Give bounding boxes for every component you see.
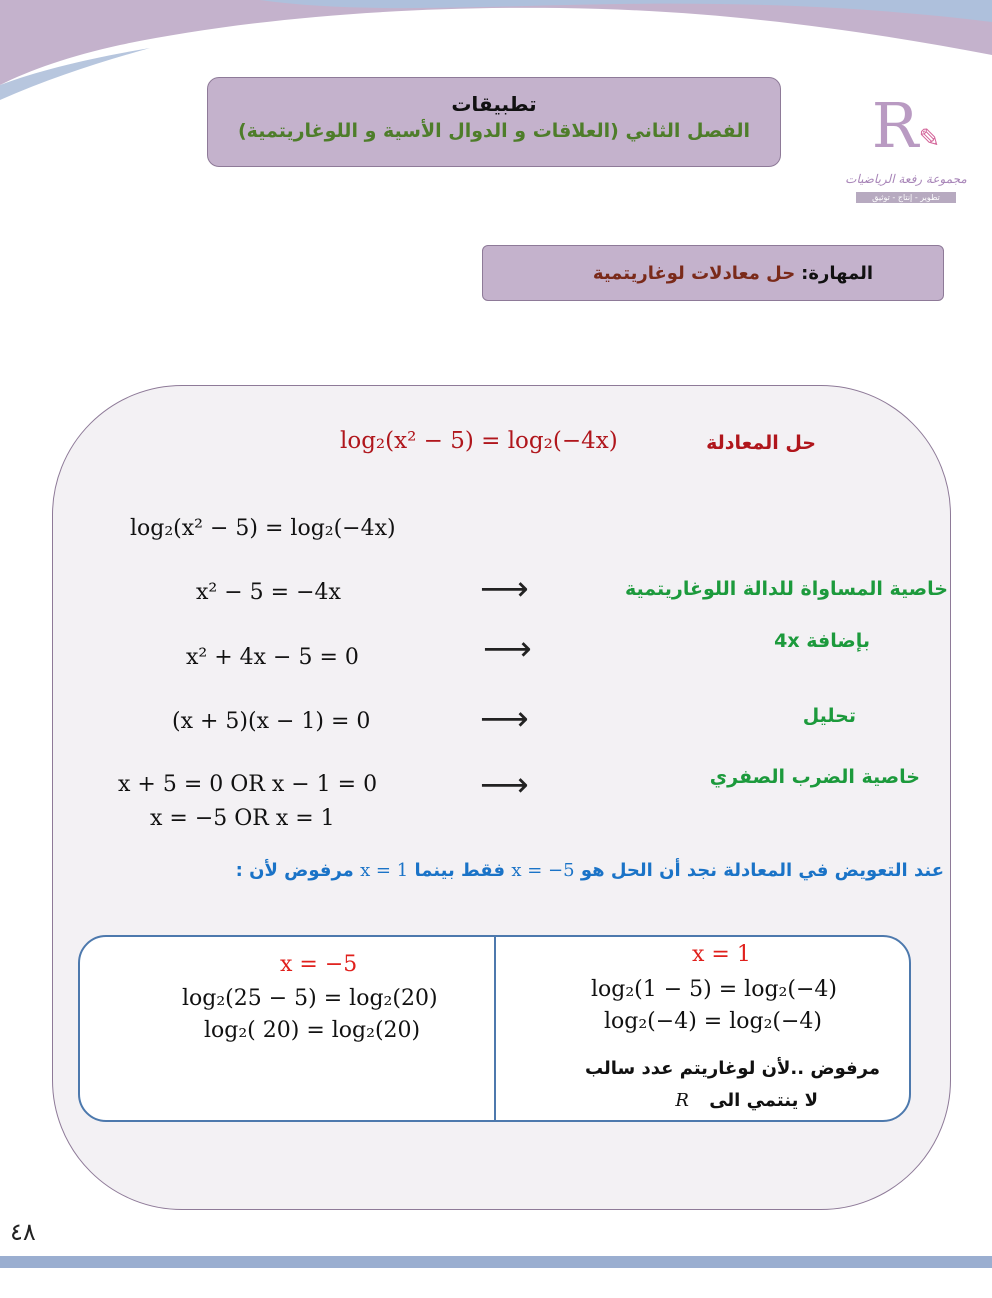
- check-left-line2: log₂( 20) = log₂(20): [204, 1018, 421, 1043]
- arrow-right-icon: ⟶: [480, 765, 529, 805]
- step-4-math: (x + 5)(x − 1) = 0: [172, 709, 371, 734]
- step-6-math: x = −5 OR x = 1: [150, 806, 335, 831]
- conclusion-part3: مرفوض لأن :: [235, 860, 354, 881]
- arrow-right-icon: ⟶: [483, 629, 532, 669]
- verification-divider: [494, 937, 496, 1120]
- step-4-note: تحليل: [802, 705, 856, 727]
- step-5-math: x + 5 = 0 OR x − 1 = 0: [118, 772, 378, 797]
- check-right-reason2-text: لا ينتمي الى: [709, 1090, 818, 1111]
- conclusion-solution: x = −5: [511, 860, 575, 881]
- conclusion-part2: فقط بينما: [414, 860, 506, 881]
- skill-value: حل معادلات لوغاريتمية: [592, 262, 796, 284]
- step-1-math: log₂(x² − 5) = log₂(−4x): [130, 516, 396, 541]
- check-right-reason1: مرفوض ..لأن لوغاريتم عدد سالب: [584, 1058, 880, 1079]
- logo-r-mark: R✎: [871, 89, 941, 162]
- arrow-right-icon: ⟶: [480, 569, 529, 609]
- step-2-note: خاصية المساواة للدالة اللوغاريتمية: [624, 578, 948, 600]
- conclusion-part1: عند التعويض في المعادلة نجد أن الحل هو: [580, 860, 944, 881]
- step-2-math: x² − 5 = −4x: [196, 580, 341, 605]
- check-right-line1: log₂(1 − 5) = log₂(−4): [591, 977, 837, 1002]
- step-3-math: x² + 4x − 5 = 0: [186, 645, 359, 670]
- problem-equation: log₂(x² − 5) = log₂(−4x): [340, 428, 618, 454]
- problem-label: حل المعادلة: [706, 432, 816, 454]
- check-right-title: x = 1: [692, 942, 751, 967]
- real-set-symbol: R: [675, 1090, 689, 1111]
- skill-panel: [482, 245, 944, 301]
- check-right-reason2: [675, 1090, 818, 1111]
- chapter-subtitle: الفصل الثاني (العلاقات و الدوال الأسية و اللوغاريتمية): [238, 120, 750, 142]
- footer-bar: [0, 1256, 992, 1268]
- conclusion-rejected: x = 1: [360, 860, 409, 881]
- page-title: تطبيقات: [451, 92, 537, 116]
- title-panel: [207, 77, 781, 167]
- skill-label: المهارة:: [801, 262, 873, 284]
- check-right-line2: log₂(−4) = log₂(−4): [604, 1009, 822, 1034]
- conclusion-line: [236, 860, 944, 881]
- logo-tagline: تطوير - إنتاج - توثيق: [856, 192, 956, 203]
- arrow-right-icon: ⟶: [480, 699, 529, 739]
- check-left-title: x = −5: [280, 952, 358, 977]
- step-3-note: بإضافة 4x: [774, 630, 870, 652]
- check-left-line1: log₂(25 − 5) = log₂(20): [182, 986, 438, 1011]
- page-number: ٤٨: [10, 1218, 36, 1246]
- logo-text: مجموعة رفعة الرياضيات: [845, 172, 967, 186]
- step-5-note: خاصية الضرب الصفري: [709, 766, 920, 788]
- logo: [842, 89, 970, 210]
